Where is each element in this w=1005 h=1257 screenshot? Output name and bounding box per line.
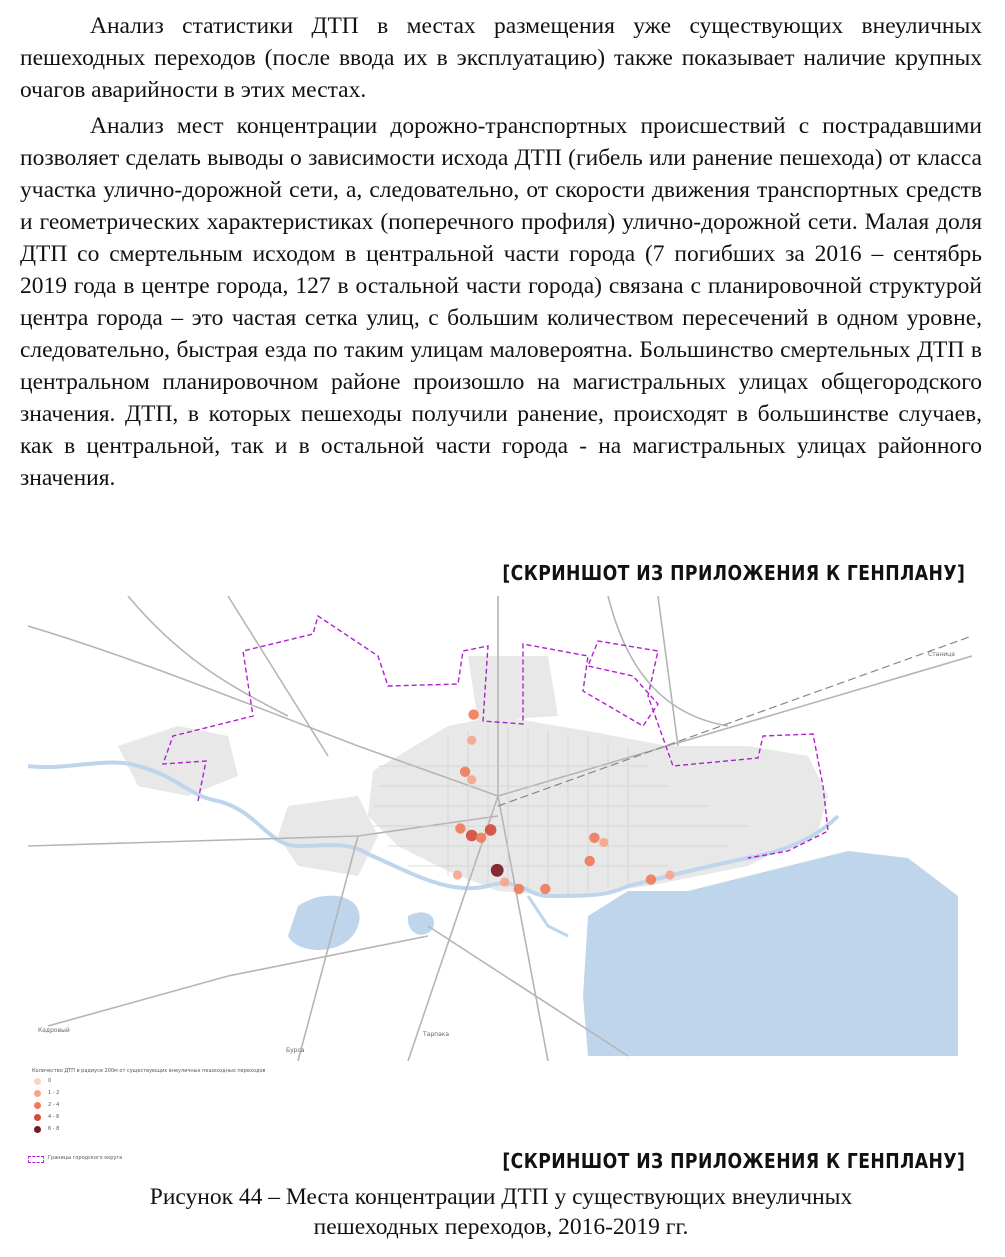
legend-dot — [34, 1090, 41, 1097]
screenshot-stamp-top: [СКРИНШОТ ИЗ ПРИЛОЖЕНИЯ К ГЕНПЛАНУ] — [502, 561, 965, 585]
legend-dot — [34, 1114, 41, 1121]
legend-label: 4 - 6 — [48, 1114, 60, 1120]
legend-label: 1 - 2 — [48, 1090, 60, 1096]
map-label-road2: Тарпака — [423, 1031, 450, 1038]
legend-title: Количество ДТП в радиусе 200м от существующих внеуличных пешеходных переходов — [32, 1068, 266, 1074]
incident-marker — [585, 856, 595, 866]
incident-marker — [665, 870, 674, 879]
incident-marker — [467, 736, 476, 745]
paragraph-1 — [20, 10, 982, 106]
map-label-top-right: Станица — [928, 651, 955, 658]
incident-marker — [599, 838, 608, 847]
paragraph-2 — [20, 110, 982, 494]
map-label-road: Бурса — [286, 1047, 305, 1054]
incident-marker — [455, 823, 465, 833]
caption-line-1: Рисунок 44 – Места концентрации ДТП у существующих внеуличных — [149, 1184, 853, 1210]
figure-caption — [20, 1182, 982, 1242]
incident-marker — [500, 877, 509, 886]
legend-label: 0 — [48, 1078, 52, 1084]
paragraph-1-text: Анализ статистики ДТП в местах размещения уже существующих внеуличных пешеходных переходов (после ввода их в эксплуатацию) также показывает наличие крупных очагов аварийности в этих местах. — [20, 13, 982, 103]
legend-dot — [34, 1078, 41, 1085]
incident-marker — [467, 775, 476, 784]
incident-marker — [466, 830, 478, 842]
screenshot-stamp-bottom: [СКРИНШОТ ИЗ ПРИЛОЖЕНИЯ К ГЕНПЛАНУ] — [502, 1149, 965, 1173]
incident-marker — [589, 833, 599, 843]
incident-marker — [646, 874, 656, 884]
incident-marker — [460, 767, 470, 777]
caption-line-2: пешеходных переходов, 2016-2019 гг. — [313, 1214, 689, 1240]
map-legend — [28, 1066, 448, 1166]
incident-marker — [476, 833, 486, 843]
city-map — [28, 596, 972, 1061]
incident-marker — [485, 824, 497, 836]
incident-marker — [491, 864, 504, 877]
legend-dot — [34, 1102, 41, 1109]
incident-marker — [540, 884, 550, 894]
legend-label: 2 - 4 — [48, 1102, 60, 1108]
incident-marker — [514, 884, 524, 894]
legend-boundary-swatch — [28, 1156, 44, 1163]
legend-label: 6 - 8 — [48, 1126, 60, 1132]
incident-marker — [468, 709, 478, 719]
legend-boundary-label: Границы городского округа — [48, 1155, 123, 1161]
legend-dot — [34, 1126, 41, 1133]
paragraph-2-text: Анализ мест концентрации дорожно-транспортных происшествий с пострадавшими позволяет сделать выводы о зависимости исхода ДТП (гибель или ранение пешехода) от класса участка улично-дорожной сети, а, следовательно, от скорости движения транспортных средств и геометрических характеристиках (поперечного профиля) улично-дорожной сети. Малая доля ДТП со смертельным исходом в центральной части города (7 погибших за 2016 – сентябрь 2019 года в центре города, 127 в остальной части города) связана с планировочной структурой центра города – это частая сетка улиц, с большим количеством пересечений в одном уровне, следовательно, быстрая езда по таким улицам маловероятна. Большинство смертельных ДТП в центральном планировочном районе произошло на магистральных улицах общегородского значения. ДТП, в которых пешеходы получили ранение, происходят в большинстве случаев, как в центральной, так и в остальной части города - на магистральных улицах районного значения. — [20, 113, 982, 491]
map-label-kadr: Кадровый — [38, 1027, 70, 1034]
incident-marker — [453, 870, 462, 879]
